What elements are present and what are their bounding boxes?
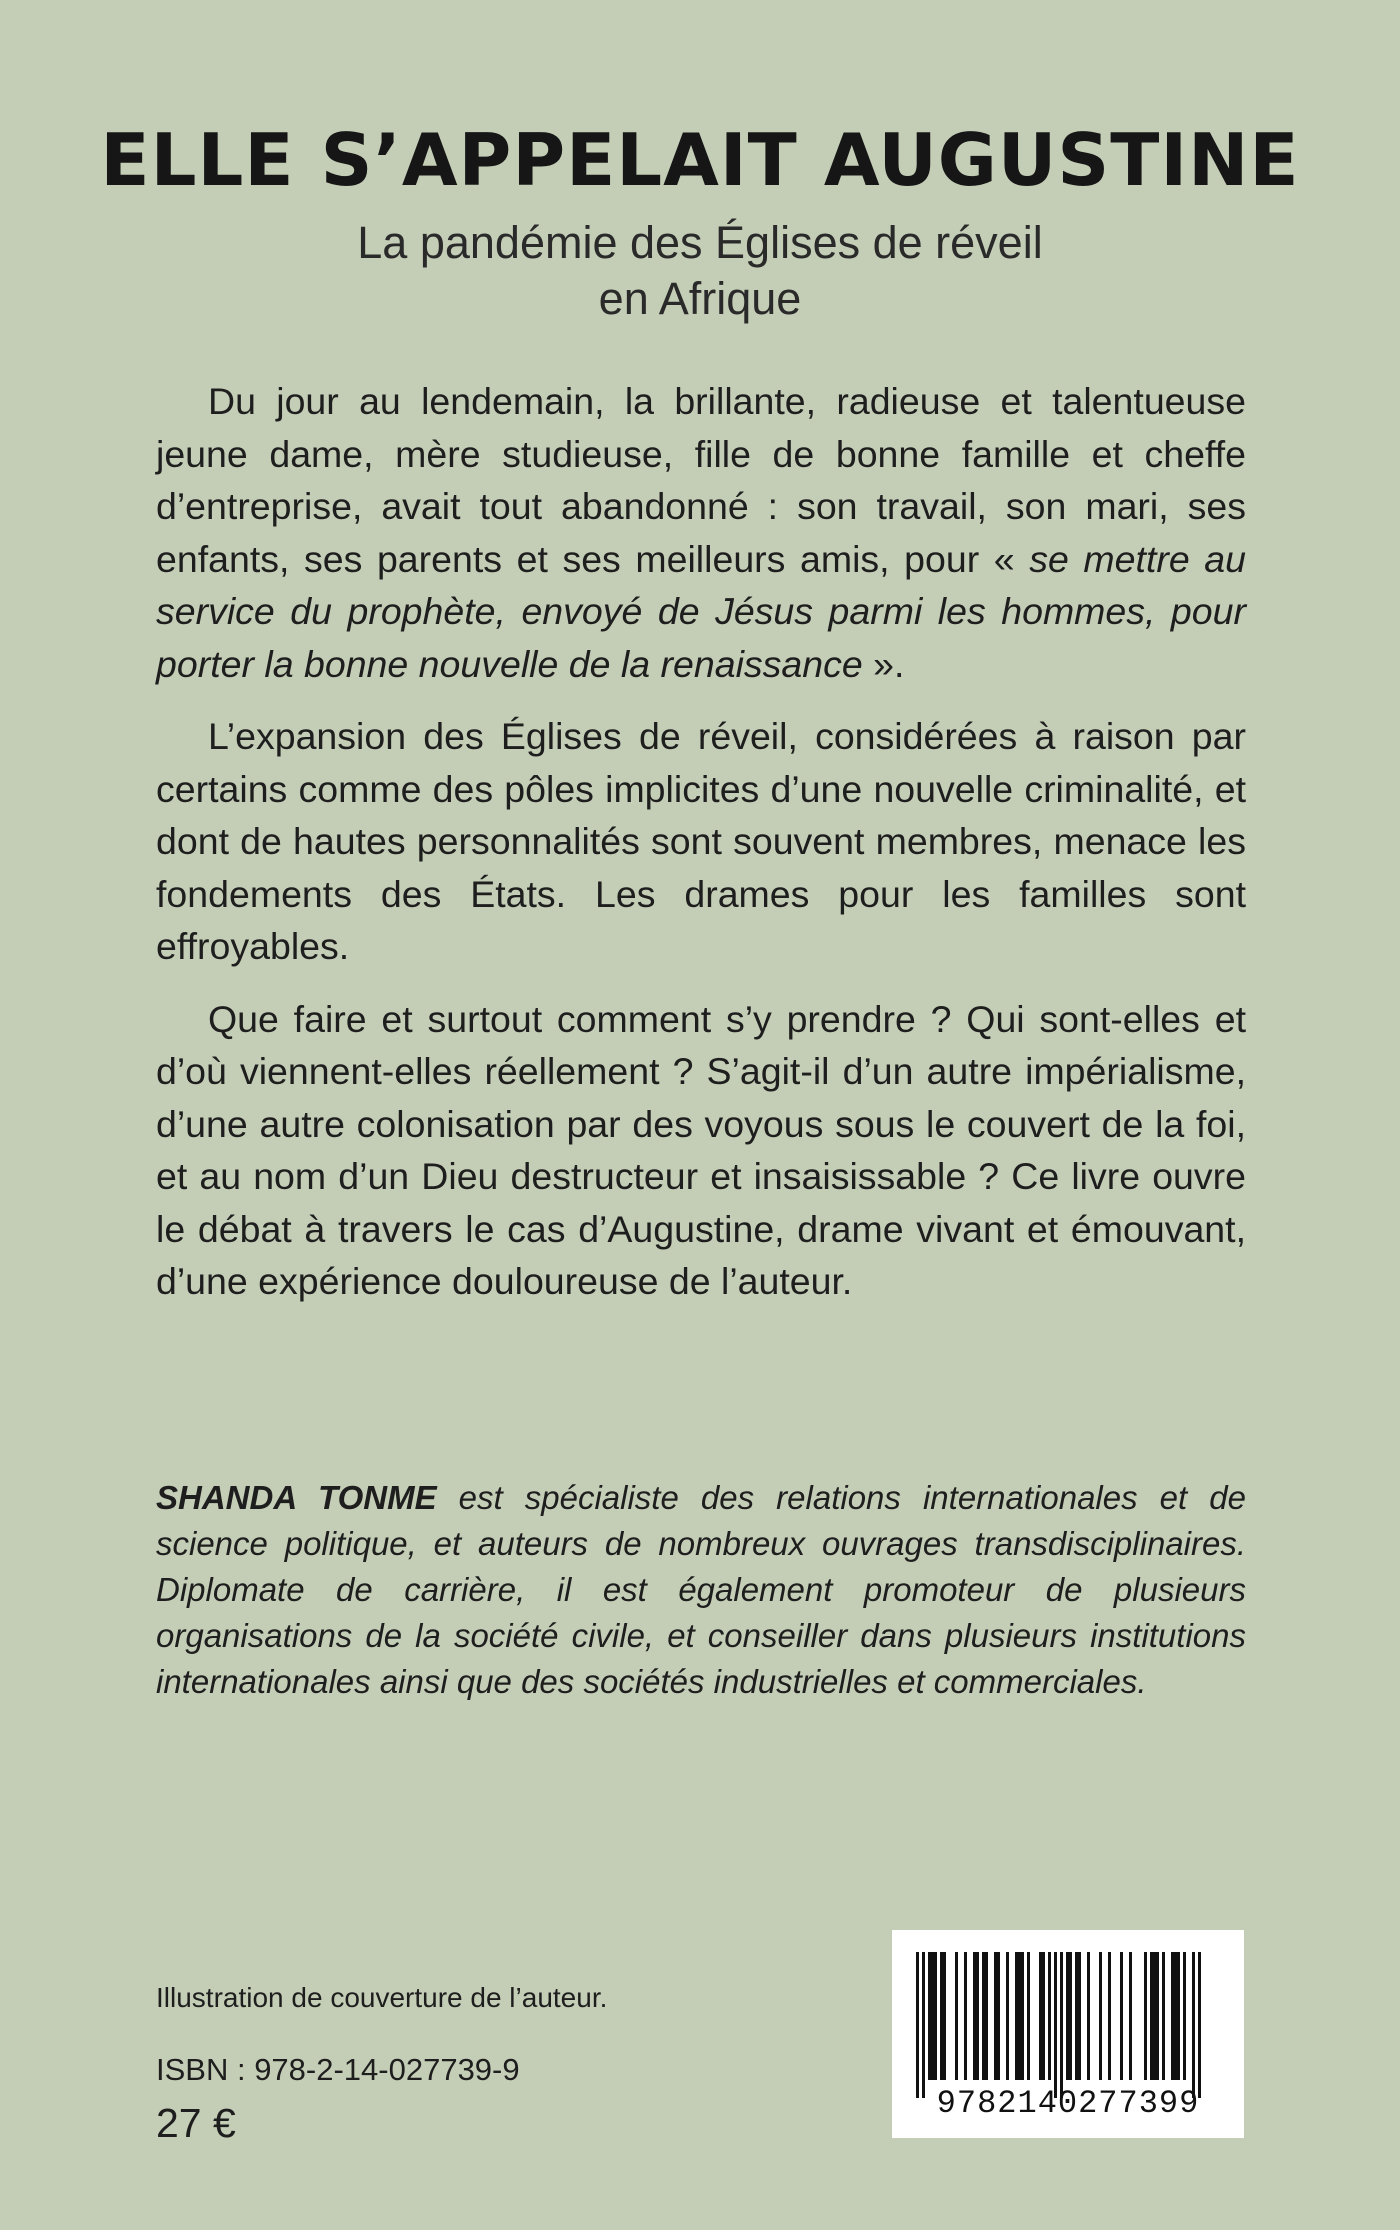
barcode-bar-24 (1060, 1952, 1063, 2098)
blurb-paragraph-3: Que faire et surtout comment s’y prendre ? Qui sont-elles et d’où viennent-elles réellement ? S’agit-il d’un autre impérialisme, d’une autre colonisation par des voyous sous le couvert de la foi, et au nom d’un Dieu destructeur et insaisissable ? Ce livre ouvre le débat à travers le cas d’Augustine, drame vivant et émouvant, d’une expérience douloureuse de l’auteur. (156, 997, 1246, 1302)
barcode (892, 1930, 1244, 2138)
barcode-bar-8 (964, 1952, 967, 2080)
illustration-credit: Illustration de couverture de l’auteur. (156, 1982, 608, 2013)
barcode-bar-16 (1015, 1952, 1018, 2080)
barcode-bar-1 (922, 1952, 925, 2098)
barcode-bar-17 (1018, 1952, 1021, 2080)
barcode-bar-11 (982, 1952, 985, 2080)
barcode-bar-39 (1171, 1952, 1174, 2080)
book-title: ELLE S’APPELAIT AUGUSTINE (100, 118, 1300, 202)
barcode-bar-33 (1129, 1952, 1132, 2080)
subtitle-line-1: La pandémie des Églises de réveil (357, 217, 1043, 268)
barcode-bar-44 (1198, 1952, 1201, 2098)
barcode-bar-15 (1006, 1952, 1009, 2080)
price: 27 € (156, 2100, 236, 2146)
barcode-bar-38 (1162, 1952, 1165, 2080)
barcode-bar-4 (934, 1952, 937, 2080)
barcode-bar-25 (1066, 1952, 1069, 2080)
book-subtitle (0, 215, 1400, 327)
barcode-bar-35 (1150, 1952, 1153, 2080)
barcode-bar-26 (1069, 1952, 1072, 2080)
blurb-paragraph-2: L’expansion des Églises de réveil, considérées à raison par certains comme des pôles implicites d’une nouvelle criminalité, et dont de hautes personnalités sont souvent membres, menace les fondements des États. Les drames pour les familles sont effroyables. (156, 715, 1246, 967)
barcode-bar-32 (1120, 1952, 1123, 2080)
barcode-bar-21 (1042, 1952, 1045, 2080)
author-bio (156, 1475, 1246, 1705)
blurb-p1-text: Du jour au lendemain, la brillante, radieuse et talentueuse jeune dame, mère studieuse, fille de bonne famille et cheffe d’entreprise, avait tout abandonné : son travail, son mari, ses enfants, ses parents et ses meilleurs amis, pour « (156, 380, 1246, 580)
barcode-bar-5 (940, 1952, 943, 2080)
barcode-bar-40 (1174, 1952, 1177, 2080)
barcode-bar-36 (1153, 1952, 1156, 2080)
barcode-bar-3 (931, 1952, 934, 2080)
subtitle-line-2: en Afrique (598, 273, 802, 324)
barcode-bar-2 (928, 1952, 931, 2080)
barcode-bar-29 (1087, 1952, 1090, 2080)
barcode-bar-43 (1192, 1952, 1195, 2098)
barcode-bar-0 (916, 1952, 919, 2098)
barcode-bar-10 (976, 1952, 979, 2080)
blurb-paragraph-1 (156, 375, 1246, 690)
barcode-bar-34 (1144, 1952, 1147, 2080)
barcode-bar-22 (1048, 1952, 1051, 2080)
barcode-bar-37 (1156, 1952, 1159, 2080)
blurb-p1-end: ». (862, 642, 905, 685)
barcode-bar-9 (973, 1952, 976, 2080)
blurb-p1-quote: se mettre au service du prophète, envoyé de Jésus parmi les hommes, pour porter la bonne nouvelle de la renaissance (156, 537, 1246, 685)
barcode-bar-41 (1177, 1952, 1180, 2080)
barcode-bar-23 (1054, 1952, 1057, 2098)
isbn: ISBN : 978-2-14-027739-9 (156, 2052, 520, 2087)
blurb (156, 375, 1246, 1328)
barcode-bar-7 (955, 1952, 958, 2080)
barcode-bar-14 (997, 1952, 1000, 2080)
barcode-bar-19 (1027, 1952, 1030, 2080)
barcode-bar-31 (1108, 1952, 1111, 2080)
author-bio-text: est spécialiste des relations internationales et de science politique, et auteurs de nombreux ouvrages transdisciplinaires. Diplomate de carrière, il est également promoteur de plusieurs organisations de la société civile, et conseiller dans plusieurs institutions internationales ainsi que des sociétés industrielles et commerciales. (156, 1479, 1246, 1700)
barcode-bar-12 (985, 1952, 988, 2080)
barcode-bar-30 (1099, 1952, 1102, 2080)
barcode-bar-6 (943, 1952, 946, 2080)
barcode-bar-13 (994, 1952, 997, 2080)
barcode-bar-27 (1075, 1952, 1078, 2080)
barcode-bar-18 (1021, 1952, 1024, 2080)
barcode-number: 9782140277399 (936, 2085, 1200, 2122)
barcode-bar-42 (1183, 1952, 1186, 2080)
barcode-bar-28 (1078, 1952, 1081, 2080)
barcode-bar-20 (1039, 1952, 1042, 2080)
author-name: SHANDA TONME (156, 1479, 437, 1516)
